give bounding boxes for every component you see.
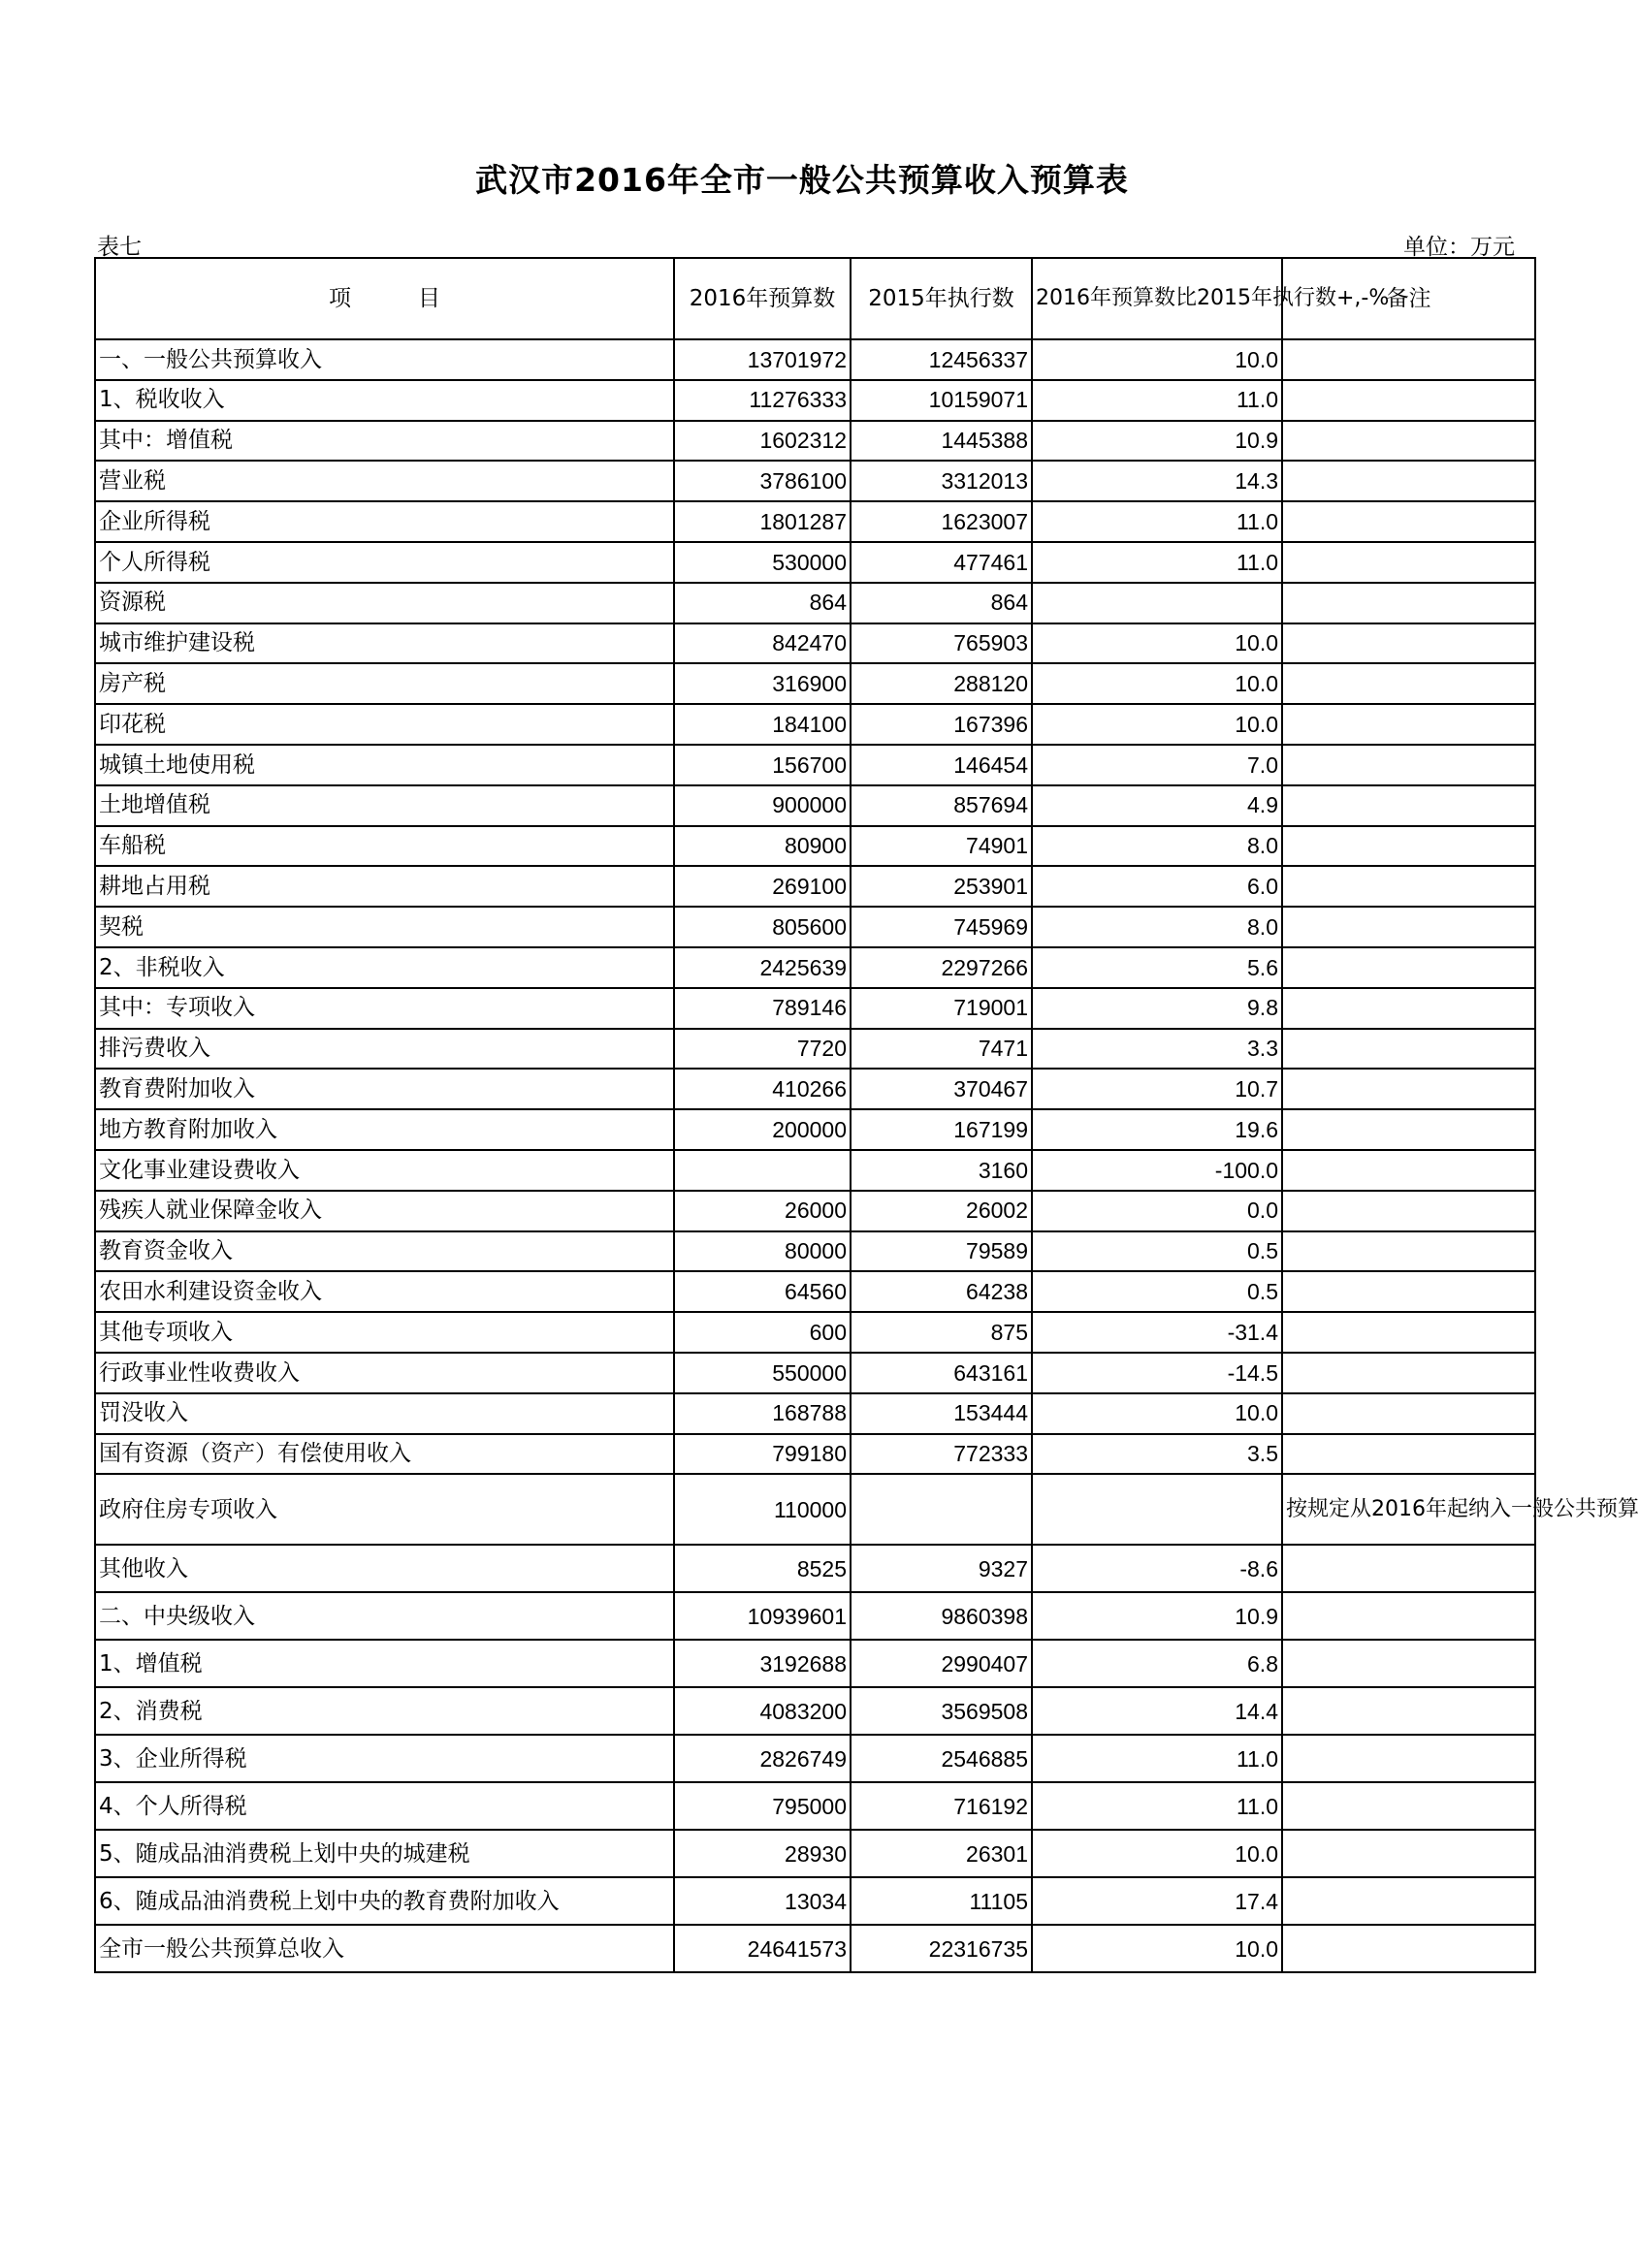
row-change-pct: 11.0 — [1032, 380, 1282, 421]
row-change-pct: 10.7 — [1032, 1069, 1282, 1109]
row-change-pct: 6.0 — [1032, 866, 1282, 907]
row-budget-2016: 110000 — [674, 1474, 851, 1545]
row-item-name: 农田水利建设资金收入 — [95, 1271, 674, 1312]
row-note — [1282, 1312, 1535, 1353]
table-row — [95, 785, 1535, 826]
row-item-name: 罚没收入 — [95, 1393, 674, 1434]
table-row — [95, 1545, 1535, 1592]
table-row — [95, 1830, 1535, 1877]
row-budget-2016: 13034 — [674, 1877, 851, 1925]
table-row — [95, 1029, 1535, 1070]
row-budget-2016: 156700 — [674, 745, 851, 785]
row-budget-2016: 410266 — [674, 1069, 851, 1109]
row-item-name: 地方教育附加收入 — [95, 1109, 674, 1150]
row-actual-2015: 9860398 — [851, 1592, 1032, 1640]
row-note — [1282, 704, 1535, 745]
row-budget-2016: 1602312 — [674, 421, 851, 462]
row-budget-2016: 795000 — [674, 1782, 851, 1830]
table-row — [95, 866, 1535, 907]
row-note — [1282, 339, 1535, 380]
row-actual-2015: 79589 — [851, 1231, 1032, 1272]
row-actual-2015: 22316735 — [851, 1925, 1032, 1972]
row-note — [1282, 583, 1535, 623]
row-actual-2015: 765903 — [851, 623, 1032, 664]
table-row — [95, 1353, 1535, 1393]
row-note — [1282, 785, 1535, 826]
row-budget-2016: 864 — [674, 583, 851, 623]
table-row — [95, 1687, 1535, 1735]
row-item-name: 一、一般公共预算收入 — [95, 339, 674, 380]
row-actual-2015: 146454 — [851, 745, 1032, 785]
row-change-pct: 10.9 — [1032, 1592, 1282, 1640]
row-actual-2015: 3569508 — [851, 1687, 1032, 1735]
row-actual-2015: 74901 — [851, 826, 1032, 867]
table-row — [95, 380, 1535, 421]
row-change-pct: 10.0 — [1032, 623, 1282, 664]
row-item-name: 1、税收收入 — [95, 380, 674, 421]
row-budget-2016: 799180 — [674, 1434, 851, 1475]
row-actual-2015: 772333 — [851, 1434, 1032, 1475]
table-body — [95, 339, 1639, 1972]
row-actual-2015: 2546885 — [851, 1735, 1032, 1782]
row-budget-2016: 4083200 — [674, 1687, 851, 1735]
row-note — [1282, 1640, 1535, 1687]
table-row — [95, 988, 1535, 1029]
row-change-pct: 10.0 — [1032, 339, 1282, 380]
row-item-name: 国有资源（资产）有偿使用收入 — [95, 1434, 674, 1475]
row-change-pct: 10.0 — [1032, 1830, 1282, 1877]
row-item-name: 1、增值税 — [95, 1640, 674, 1687]
row-item-name: 全市一般公共预算总收入 — [95, 1925, 674, 1972]
row-note — [1282, 1830, 1535, 1877]
row-note — [1282, 461, 1535, 501]
row-note — [1282, 1592, 1535, 1640]
row-actual-2015: 12456337 — [851, 339, 1032, 380]
row-note — [1282, 1353, 1535, 1393]
row-item-name: 其他收入 — [95, 1545, 674, 1592]
table-row — [95, 947, 1535, 988]
row-note — [1282, 1393, 1535, 1434]
row-change-pct: 0.5 — [1032, 1271, 1282, 1312]
table-row — [95, 1474, 1535, 1545]
table-row — [95, 1231, 1535, 1272]
row-note — [1282, 866, 1535, 907]
header-budget-2016: 2016年预算数 — [674, 258, 851, 339]
row-note — [1282, 1150, 1535, 1191]
row-note — [1282, 1877, 1535, 1925]
row-item-name: 资源税 — [95, 583, 674, 623]
row-actual-2015: 167199 — [851, 1109, 1032, 1150]
row-change-pct: 10.0 — [1032, 704, 1282, 745]
row-actual-2015: 64238 — [851, 1271, 1032, 1312]
row-budget-2016: 530000 — [674, 542, 851, 583]
row-change-pct: 11.0 — [1032, 1735, 1282, 1782]
row-note — [1282, 745, 1535, 785]
row-change-pct: 3.5 — [1032, 1434, 1282, 1475]
table-row — [95, 907, 1535, 947]
row-item-name: 4、个人所得税 — [95, 1782, 674, 1830]
row-change-pct: 10.0 — [1032, 663, 1282, 704]
row-item-name: 车船税 — [95, 826, 674, 867]
row-item-name: 教育费附加收入 — [95, 1069, 674, 1109]
row-item-name: 企业所得税 — [95, 501, 674, 542]
row-note — [1282, 1687, 1535, 1735]
row-change-pct — [1032, 583, 1282, 623]
row-change-pct: 19.6 — [1032, 1109, 1282, 1150]
table-row — [95, 623, 1535, 664]
row-note — [1282, 1925, 1535, 1972]
row-budget-2016: 64560 — [674, 1271, 851, 1312]
row-change-pct: 11.0 — [1032, 501, 1282, 542]
row-note — [1282, 1434, 1535, 1475]
table-row — [95, 745, 1535, 785]
row-actual-2015: 3312013 — [851, 461, 1032, 501]
row-actual-2015: 1445388 — [851, 421, 1032, 462]
row-change-pct: 8.0 — [1032, 826, 1282, 867]
row-item-name: 印花税 — [95, 704, 674, 745]
table-row — [95, 1434, 1535, 1475]
row-item-name: 土地增值税 — [95, 785, 674, 826]
unit-label: 单位：万元 — [1403, 235, 1515, 260]
table-row — [95, 1782, 1535, 1830]
table-row — [95, 1069, 1535, 1109]
row-change-pct: -31.4 — [1032, 1312, 1282, 1353]
row-item-name: 营业税 — [95, 461, 674, 501]
row-item-name: 耕地占用税 — [95, 866, 674, 907]
row-budget-2016: 8525 — [674, 1545, 851, 1592]
row-note — [1282, 1735, 1535, 1782]
row-budget-2016: 269100 — [674, 866, 851, 907]
row-budget-2016: 2425639 — [674, 947, 851, 988]
row-change-pct: -100.0 — [1032, 1150, 1282, 1191]
row-note — [1282, 947, 1535, 988]
row-change-pct: 3.3 — [1032, 1029, 1282, 1070]
row-actual-2015: 745969 — [851, 907, 1032, 947]
row-change-pct: 5.6 — [1032, 947, 1282, 988]
row-item-name: 文化事业建设费收入 — [95, 1150, 674, 1191]
row-change-pct: -8.6 — [1032, 1545, 1282, 1592]
row-budget-2016: 805600 — [674, 907, 851, 947]
row-budget-2016: 80900 — [674, 826, 851, 867]
row-item-name: 2、消费税 — [95, 1687, 674, 1735]
row-budget-2016: 80000 — [674, 1231, 851, 1272]
row-actual-2015: 370467 — [851, 1069, 1032, 1109]
row-actual-2015: 477461 — [851, 542, 1032, 583]
row-item-name: 3、企业所得税 — [95, 1735, 674, 1782]
row-note — [1282, 826, 1535, 867]
row-item-name: 城镇土地使用税 — [95, 745, 674, 785]
row-change-pct: 10.9 — [1032, 421, 1282, 462]
row-actual-2015: 643161 — [851, 1353, 1032, 1393]
row-note — [1282, 663, 1535, 704]
row-item-name: 其他专项收入 — [95, 1312, 674, 1353]
table-row — [95, 1735, 1535, 1782]
row-note: 按规定从2016年起纳入一般公共预算 — [1282, 1474, 1535, 1545]
row-budget-2016: 900000 — [674, 785, 851, 826]
row-change-pct: 6.8 — [1032, 1640, 1282, 1687]
row-change-pct: 9.8 — [1032, 988, 1282, 1029]
row-note — [1282, 1109, 1535, 1150]
table-row — [95, 826, 1535, 867]
row-actual-2015: 716192 — [851, 1782, 1032, 1830]
table-row — [95, 461, 1535, 501]
row-actual-2015: 288120 — [851, 663, 1032, 704]
table-row — [95, 1109, 1535, 1150]
row-change-pct: 4.9 — [1032, 785, 1282, 826]
row-item-name: 残疾人就业保障金收入 — [95, 1191, 674, 1231]
table-row — [95, 1925, 1535, 1972]
row-budget-2016: 24641573 — [674, 1925, 851, 1972]
row-actual-2015: 875 — [851, 1312, 1032, 1353]
row-budget-2016: 1801287 — [674, 501, 851, 542]
table-row — [95, 1150, 1535, 1191]
row-item-name: 6、随成品油消费税上划中央的教育费附加收入 — [95, 1877, 674, 1925]
row-budget-2016: 10939601 — [674, 1592, 851, 1640]
header-change-pct: 2016年预算数比2015年执行数+,-% — [1032, 258, 1282, 339]
row-actual-2015: 26002 — [851, 1191, 1032, 1231]
row-item-name: 政府住房专项收入 — [95, 1474, 674, 1545]
row-change-pct: 0.0 — [1032, 1191, 1282, 1231]
row-note — [1282, 1029, 1535, 1070]
row-change-pct: 0.5 — [1032, 1231, 1282, 1272]
table-label: 表七 — [97, 235, 142, 260]
row-budget-2016: 7720 — [674, 1029, 851, 1070]
row-item-name: 契税 — [95, 907, 674, 947]
row-actual-2015: 719001 — [851, 988, 1032, 1029]
row-budget-2016: 3786100 — [674, 461, 851, 501]
table-row — [95, 421, 1535, 462]
table-header-row — [95, 258, 1535, 339]
row-budget-2016: 184100 — [674, 704, 851, 745]
row-budget-2016: 550000 — [674, 1353, 851, 1393]
row-budget-2016: 2826749 — [674, 1735, 851, 1782]
row-item-name: 2、非税收入 — [95, 947, 674, 988]
row-item-name: 房产税 — [95, 663, 674, 704]
row-change-pct — [1032, 1474, 1282, 1545]
table-row — [95, 1312, 1535, 1353]
row-note — [1282, 542, 1535, 583]
row-item-name: 个人所得税 — [95, 542, 674, 583]
table-row — [95, 583, 1535, 623]
row-note — [1282, 501, 1535, 542]
row-note — [1282, 1271, 1535, 1312]
row-item-name: 行政事业性收费收入 — [95, 1353, 674, 1393]
table-row — [95, 704, 1535, 745]
row-item-name: 5、随成品油消费税上划中央的城建税 — [95, 1830, 674, 1877]
row-note — [1282, 1069, 1535, 1109]
row-budget-2016: 3192688 — [674, 1640, 851, 1687]
row-change-pct: 17.4 — [1032, 1877, 1282, 1925]
row-item-name: 教育资金收入 — [95, 1231, 674, 1272]
table-row — [95, 1393, 1535, 1434]
row-item-name: 二、中央级收入 — [95, 1592, 674, 1640]
header-actual-2015: 2015年执行数 — [851, 258, 1032, 339]
row-actual-2015 — [851, 1474, 1032, 1545]
row-change-pct: 14.4 — [1032, 1687, 1282, 1735]
row-change-pct: 10.0 — [1032, 1925, 1282, 1972]
row-change-pct: 7.0 — [1032, 745, 1282, 785]
row-actual-2015: 1623007 — [851, 501, 1032, 542]
row-actual-2015: 11105 — [851, 1877, 1032, 1925]
row-budget-2016: 842470 — [674, 623, 851, 664]
table-row — [95, 542, 1535, 583]
row-actual-2015: 26301 — [851, 1830, 1032, 1877]
row-budget-2016: 11276333 — [674, 380, 851, 421]
row-item-name: 其中：增值税 — [95, 421, 674, 462]
row-actual-2015: 9327 — [851, 1545, 1032, 1592]
table-row — [95, 1592, 1535, 1640]
row-change-pct: 8.0 — [1032, 907, 1282, 947]
row-note — [1282, 623, 1535, 664]
row-change-pct: 11.0 — [1032, 542, 1282, 583]
row-note — [1282, 1231, 1535, 1272]
table-row — [95, 1877, 1535, 1925]
row-note — [1282, 988, 1535, 1029]
row-change-pct: -14.5 — [1032, 1353, 1282, 1393]
row-actual-2015: 7471 — [851, 1029, 1032, 1070]
row-item-name: 城市维护建设税 — [95, 623, 674, 664]
row-change-pct: 14.3 — [1032, 461, 1282, 501]
row-budget-2016: 28930 — [674, 1830, 851, 1877]
budget-table — [94, 257, 1639, 1973]
row-note — [1282, 380, 1535, 421]
row-actual-2015: 3160 — [851, 1150, 1032, 1191]
table-row — [95, 1640, 1535, 1687]
row-actual-2015: 857694 — [851, 785, 1032, 826]
row-actual-2015: 2990407 — [851, 1640, 1032, 1687]
table-row — [95, 1271, 1535, 1312]
row-actual-2015: 167396 — [851, 704, 1032, 745]
row-budget-2016: 316900 — [674, 663, 851, 704]
row-note — [1282, 1545, 1535, 1592]
row-budget-2016: 789146 — [674, 988, 851, 1029]
row-budget-2016: 168788 — [674, 1393, 851, 1434]
row-item-name: 排污费收入 — [95, 1029, 674, 1070]
row-budget-2016: 200000 — [674, 1109, 851, 1150]
table-row — [95, 663, 1535, 704]
row-budget-2016 — [674, 1150, 851, 1191]
table-row — [95, 339, 1535, 380]
row-change-pct: 10.0 — [1032, 1393, 1282, 1434]
header-note: 备注 — [1282, 258, 1535, 339]
row-actual-2015: 2297266 — [851, 947, 1032, 988]
table-row — [95, 1191, 1535, 1231]
row-budget-2016: 13701972 — [674, 339, 851, 380]
row-change-pct: 11.0 — [1032, 1782, 1282, 1830]
table-row — [95, 501, 1535, 542]
row-note — [1282, 907, 1535, 947]
row-actual-2015: 153444 — [851, 1393, 1032, 1434]
row-budget-2016: 600 — [674, 1312, 851, 1353]
row-actual-2015: 253901 — [851, 866, 1032, 907]
row-note — [1282, 421, 1535, 462]
row-actual-2015: 864 — [851, 583, 1032, 623]
row-budget-2016: 26000 — [674, 1191, 851, 1231]
header-item: 项 目 — [95, 258, 674, 339]
row-note — [1282, 1191, 1535, 1231]
row-item-name: 其中：专项收入 — [95, 988, 674, 1029]
row-actual-2015: 10159071 — [851, 380, 1032, 421]
row-note — [1282, 1782, 1535, 1830]
page-title: 武汉市2016年全市一般公共预算收入预算表 — [475, 161, 1129, 199]
